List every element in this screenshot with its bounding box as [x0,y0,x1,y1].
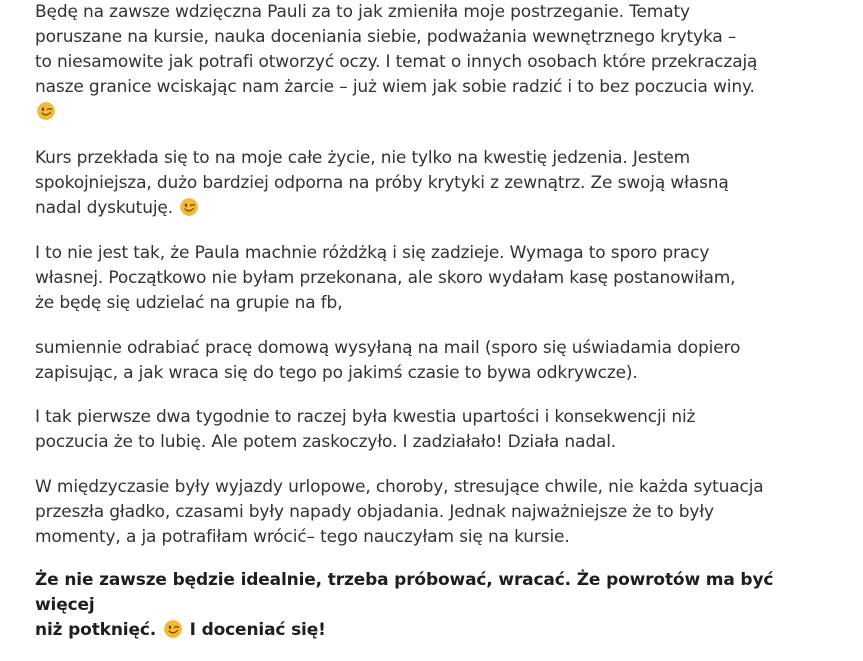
text-line: sumiennie odrabiać pracę domową wysyłaną na mail (sporo się uświadamia dopiero [35,338,741,358]
text-line: I to nie jest tak, że Paula machnie różdżką i się zadzieje. Wymaga to sporo pracy [35,243,710,263]
paragraph-conclusion-bold [35,568,825,643]
text-line: I doceniać się! [189,620,326,640]
text-line: Będę na zawsze wdzięczna Pauli za to jak zmieniła moje postrzeganie. Tematy [35,2,690,22]
text-line: nadal dyskutuję. [35,198,173,218]
winking-face-icon [37,102,55,120]
text-line: poruszane na kursie, nauka doceniania siebie, podważania wewnętrznego krytyka – [35,27,737,47]
text-line: Kurs przekłada się to na moje całe życie, nie tylko na kwestię jedzenia. Jestem [35,148,691,168]
text-line: poczucia że to lubię. Ale potem zaskoczyło. I zadziałało! Działa nadal. [35,432,617,452]
text-line: nasze granice wciskając nam żarcie – już wiem jak sobie radzić i to bez poczucia winy. [35,77,755,97]
text-line: W międzyczasie były wyjazdy urlopowe, choroby, stresujące chwile, nie każda sytuacja [35,477,764,497]
text-line: I tak pierwsze dwa tygodnie to raczej była kwestia upartości i konsekwencji niż [35,407,696,427]
text-line: niż potknięć. [35,620,157,640]
paragraph-own-work [35,241,735,316]
text-line: Że nie zawsze będzie idealnie, trzeba próbować, wracać. Że powrotów ma być więcej [35,570,774,615]
text-line: momenty, a ja potrafiłam wrócić– tego nauczyłam się na kursie. [35,527,570,547]
text-line: własnej. Początkowo nie byłam przekonana, ale skoro wydałam kasę postanowiłam, [35,268,736,288]
paragraph-first-weeks [35,405,695,455]
paragraph-gratitude [35,0,757,125]
winking-face-icon [180,198,198,216]
paragraph-meantime [35,475,764,550]
text-line: spokojniejsza, dużo bardziej odporna na próby krytyki z zewnątrz. Ze swoją własną [35,173,729,193]
text-line: zapisując, a jak wraca się do tego po jakimś czasie to bywa odkrywcze). [35,363,638,383]
text-line: przeszła gładko, czasami były napady objadania. Jednak najważniejsze że to były [35,502,714,522]
paragraph-homework [35,336,740,386]
paragraph-life-change [35,146,729,221]
text-line: to niesamowite jak potrafi otworzyć oczy. I temat o innych osobach które przekraczają [35,52,758,72]
winking-face-icon [164,620,182,638]
text-line: że będę się udzielać na grupie na fb, [35,293,343,313]
